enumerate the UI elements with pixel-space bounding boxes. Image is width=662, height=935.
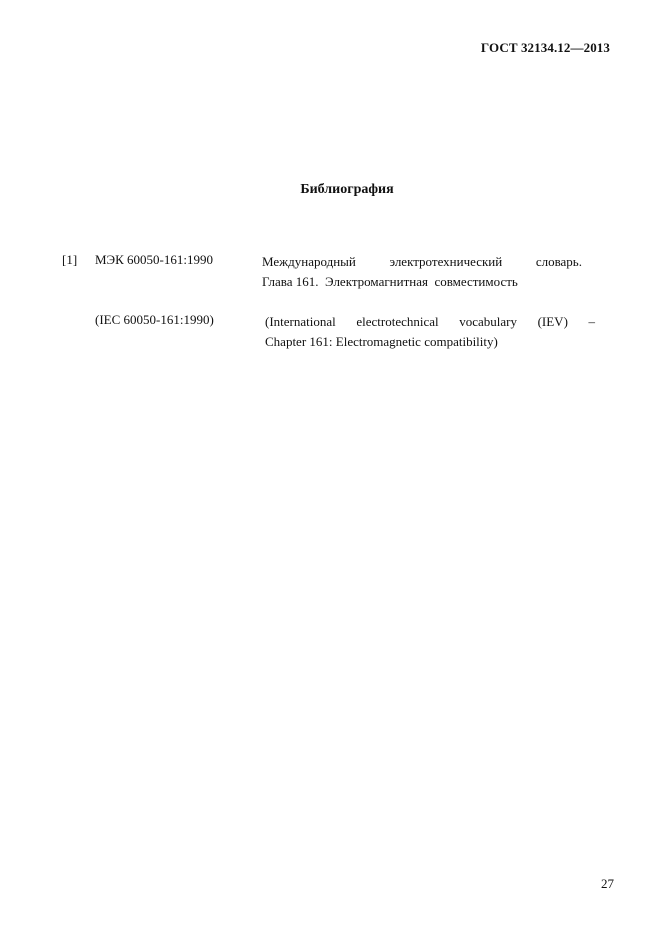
bibliography-entry-title-line: Chapter 161: Electromagnetic compatibility): [265, 334, 498, 349]
bibliography-entry-title-line: Международный электротехнический словарь.: [262, 254, 582, 269]
bibliography-entry-title: [265, 312, 595, 352]
section-title: Библиография: [300, 182, 394, 197]
bibliography-entry-code: МЭК 60050-161:1990: [95, 252, 214, 267]
bibliography-entry-title-line: (International electrotechnical vocabulary (IEV) –: [265, 314, 595, 329]
bibliography-entry-code: (IEC 60050-161:1990): [95, 312, 214, 327]
bibliography-entry-number: [1]: [62, 252, 78, 267]
page-number: 27: [601, 876, 614, 891]
document-header-code: ГОСТ 32134.12—2013: [480, 40, 610, 55]
bibliography-entry-title-line: Глава 161. Электромагнитная совместимость: [262, 274, 518, 289]
bibliography-entry-title: [262, 252, 582, 292]
